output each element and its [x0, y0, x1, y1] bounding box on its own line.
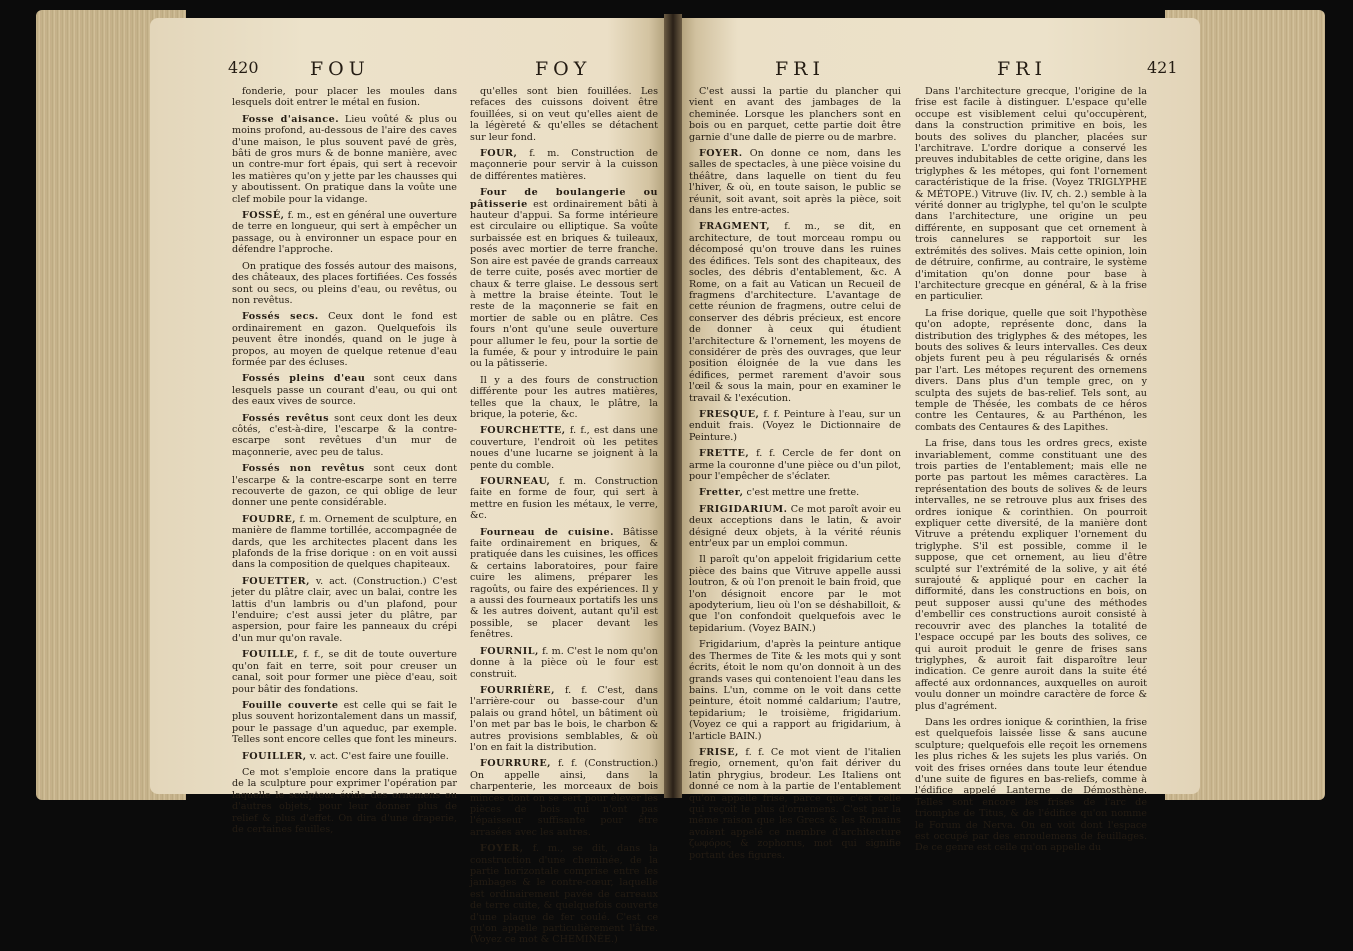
entry-text: Il paroît qu'on appeloit frigidarium cette pièce des bains que Vitruve appelle aussi loutron, & où l'on prenoit le bain froid, que l'on désignoit encore par le mot apodyterium, lieu où l'on se déshabilloit, & que l'on confondoit quelquefois avec le tepidarium. (Voyez BAIN.): [689, 554, 901, 634]
entry-text: f. f. C'est, dans l'arrière-cour ou basse-cour d'un palais ou grand hôtel, un bâtiment où l'on met par bas le bois, le charbon & autres provisions semblables, & où l'on en fait la distribution.: [470, 684, 658, 753]
entry-headword: FOURNEAU,: [480, 476, 551, 487]
article-paragraph: [232, 86, 457, 109]
article-paragraph: [232, 373, 457, 407]
article-paragraph: [232, 649, 457, 695]
entry-text: f. f., se dit de toute ouverture qu'on fait en terre, soit pour creuser un canal, soit pour former une pièce d'eau, soit pour bâtir des fondations.: [232, 649, 457, 695]
article-paragraph: [470, 843, 658, 946]
left-page-number: 420: [228, 58, 259, 77]
article-paragraph: [232, 413, 457, 459]
article-paragraph: [232, 767, 457, 835]
entry-text: f. m. C'est le nom qu'on donne à la pièce où le four est construit.: [470, 645, 658, 680]
entry-text: f. m. Construction faite en forme de four, qui sert à mettre en fusion les métaux, le verre, &c.: [470, 476, 658, 522]
entry-text: f. f. Cercle de fer dont on arme la couronne d'une pièce ou d'un pilot, pour l'empêcher de s'éclater.: [689, 448, 902, 482]
left-header-word-1: FOU: [310, 58, 370, 80]
article-paragraph: [470, 187, 658, 370]
entry-text: f. f. Peinture à l'eau, sur un enduit frais. (Voyez le Dictionnaire de Peinture.): [689, 408, 901, 443]
article-paragraph: [915, 717, 1147, 854]
entry-text: C'est aussi la partie du plancher qui vient en avant des jambages de la cheminée. Lorsque les planchers sont en bois ou en parquet, cette partie doit être garnie d'une dalle de pierre ou de marbre.: [689, 86, 901, 143]
left-page: [150, 18, 670, 946]
entry-text: Dans l'architecture grecque, l'origine de la frise est facile à distinguer. L'espace qu'elle occupe est visiblement celui qu'occupèrent, dans la construction primitive en bois, les bouts des solives du plancher, placées sur l'architrave. L'ordre dorique a conservé les preuves indubitables de cette origine, dans les triglyphes & les métopes, qui font l'ornement caractéristique de la frise. (Voyez TRIGLYPHE & MÉTOPE.) Vitruve (liv. IV, ch. 2.) semble à la vérité donner au triglyphe, tel qu'on le sculpte dans l'architecture, une origine un peu différente, en supposant que cet ornement à trois cannelures se rapportoit sur les extrémités des solives. Mais cette opinion, loin de détruire, confirme, au contraire, le système d'imitation qu'on donne pour base à l'architecture grecque en général, & à la frise en particulier.: [915, 86, 1147, 303]
article-paragraph: [232, 700, 457, 746]
article-paragraph: [232, 463, 457, 509]
entry-text: Bâtisse faite ordinairement en briques, & pratiquée dans les cuisines, les offices & certains laboratoires, pour faire cuire les alimens, préparer les ragoûts, ou faire des expériences. Il y a aussi des fourneaux portatifs les uns & les autres doivent, autant qu'il est possible, se placer devant les fenêtres.: [470, 526, 658, 641]
article-paragraph: [689, 554, 901, 634]
right-header-word-2: FRI: [997, 58, 1047, 80]
article-paragraph: [470, 527, 658, 641]
entry-headword: Fretter,: [699, 487, 744, 499]
article-paragraph: [689, 504, 901, 550]
entry-text: La frise, dans tous les ordres grecs, existe invariablement, comme constituant une des trois parties de l'entablement; mais elle ne porte pas partout les mêmes caractères. La représentation des bouts de solives & de leurs intervalles, ne se retrouve plus aux frises des ordres ionique & corinthien. On pourroit expliquer cette diversité, de la manière dont Vitruve a prétendu expliquer l'ornement du triglyphe. S'il est possible, comme il le suppose, que cet ornement, au lieu d'être sculpté sur l'extrémité de la solive, y ait été surajouté & appliqué pour en cacher la difformité, dans les constructions en bois, on peut supposer aussi qu'une des méthodes d'embellir ces constructions auroit consisté à recouvrir avec des planches la totalité de l'espace occupé par les bouts des solives, ce qui auroit produit le genre de frises sans triglyphes, & auroit fait disparoître leur indication. Ce genre auroit dans la suite été affecté aux ordonnances, auxquelles on auroit voulu donner un moindre caractère de force & plus d'agrément.: [915, 438, 1147, 712]
entry-headword: FRESQUE,: [699, 408, 760, 420]
entry-text: f. m., est en général une ouverture de terre en longueur, qui sert à empêcher un passage, ou à environner un espace pour en défendre l'approche.: [232, 210, 457, 256]
article-paragraph: [689, 487, 901, 498]
article-paragraph: [232, 261, 457, 307]
entry-headword: Fouille couverte: [242, 699, 339, 711]
article-paragraph: [915, 438, 1147, 712]
entry-text: fonderie, pour placer les moules dans lesquels doit entrer le métal en fusion.: [232, 86, 457, 109]
entry-text: f. f., est dans une couverture, l'endroit où les petites noues d'une lucarne se joignent à la pente du comble.: [470, 425, 658, 471]
entry-headword: Four de boulangerie ou pâtisserie: [470, 187, 658, 210]
entry-headword: Fossés revêtus: [242, 412, 330, 424]
article-paragraph: [470, 425, 658, 471]
left-running-header: [150, 58, 670, 88]
article-paragraph: [232, 751, 457, 762]
entry-text: sont ceux dont les deux côtés, c'est-à-dire, l'escarpe & la contre-escarpe sont revêtues d'un mur de maçonnerie, avec peu de talus.: [232, 412, 457, 458]
entry-headword: FOUDRE,: [242, 513, 296, 525]
entry-text: Frigidarium, d'après la peinture antique des Thermes de Tite & les mots qui y sont écrits, étoit le nom qu'on donnoit à un des grands vases qui contenoient l'eau dans les bains. L'un, comme on le voit dans cette peinture, étoit nommé caldarium; l'autre, tepidarium; le troisième, frigidarium. (Voyez ce qui a rapport au frigidarium, à l'article BAIN.): [689, 639, 901, 742]
entry-text: sont ceux dans lesquels passe un courant d'eau, ou qui ont des eaux vives de source.: [232, 373, 457, 408]
entry-text: est ordinairement bâti à hauteur d'appui. Sa forme intérieure est circulaire ou elliptique. Sa voûte surbaissée est en briques & tuileaux, posés avec mortier de terre franche. Son aire est pavée de grands carreaux de terre cuite, posés avec mortier de chaux & terre glaise. Le dessous sert à mettre la braise éteinte. Tout le reste de la maçonnerie se fait en mortier de sable ou en plâtre. Ces fours n'ont qu'une seule ouverture pour allumer le feu, pour la sortie de la fumée, & pour y introduire le pain ou la pâtisserie.: [470, 198, 658, 370]
entry-headword: FRIGIDARIUM.: [699, 503, 788, 515]
left-header-word-2: FOY: [535, 58, 592, 80]
article-paragraph: [689, 86, 901, 143]
article-paragraph: [470, 646, 658, 680]
article-paragraph: [232, 576, 457, 644]
right-page-number: 421: [1147, 58, 1178, 77]
entry-text: f. f. (Construction.) On appelle ainsi, dans la charpenterie, les morceaux de bois minces dont on se sert pour élever les pièces de bois qui n'ont pas l'épaisseur suffisante pour être arrasées avec les autres.: [470, 758, 658, 838]
entry-headword: Fossés non revêtus: [242, 463, 365, 475]
article-paragraph: [470, 86, 658, 143]
right-header-word-1: FRI: [775, 58, 825, 80]
entry-text: On pratique des fossés autour des maisons, des châteaux, des places fortifiées. Ces fossés sont ou secs, ou pleins d'eau, ou revêtus, ou non revêtus.: [232, 260, 457, 306]
article-paragraph: [689, 409, 901, 443]
entry-text: Ce mot paroît avoir eu deux acceptions dans le latin, & avoir désigné deux objets, à la vérité réunis entr'eux par un emploi commun.: [689, 503, 901, 550]
entry-headword: FOUILLE,: [242, 649, 299, 661]
entry-text: c'est mettre une frette.: [746, 487, 860, 499]
entry-headword: FOURRIÈRE,: [480, 684, 555, 696]
entry-headword: FOYER.: [699, 148, 743, 160]
right-page: [675, 18, 1200, 861]
article-paragraph: [689, 448, 901, 482]
entry-text: v. act. C'est faire une fouille.: [309, 750, 449, 762]
entry-headword: Fossés secs.: [242, 311, 319, 323]
article-paragraph: [232, 514, 457, 571]
article-paragraph: [232, 311, 457, 368]
entry-text: Ceux dont le fond est ordinairement en gazon. Quelquefois ils peuvent être inondés, quand on le juge à propos, au moyen de quelque retenue d'eau formée par des écluses.: [232, 311, 458, 368]
entry-text: f. m. Ornement de sculpture, en manière de flamme tortillée, accompagnée de dards, que les architectes placent dans les plafonds de la frise dorique : on en voit aussi dans la composition de quelques chapiteaux.: [232, 513, 457, 571]
article-paragraph: [470, 476, 658, 522]
article-paragraph: [915, 86, 1147, 303]
article-paragraph: [470, 685, 658, 753]
entry-headword: FOURRURE,: [480, 758, 551, 770]
entry-text: v. act. (Construction.) C'est jeter du plâtre clair, avec un balai, contre les lattis d'un lambris ou d'un plafond, pour l'enduire; c'est aussi jeter du plâtre, par aspersion, pour faire les panneaux du crépi d'un mur qu'on ravale.: [232, 575, 457, 644]
entry-text: f. m., se dit, dans la construction d'une cheminée, de la partie horizontale comprise entre les jambages & le contre-cœur, laquelle est ordinairement pavée de carreaux de terre cuite, & quelquefois couverte d'une plaque de fer coulé. C'est ce qu'on appelle particulièrement l'âtre. (Voyez ce mot & CHEMINÉE.): [470, 843, 658, 946]
entry-text: La frise dorique, quelle que soit l'hypothèse qu'on adopte, représente donc, dans la distribution des triglyphes & des métopes, les bouts des solives & leurs intervalles. Ces deux objets furent peu à peu régularisés & ornés par l'art. Les métopes reçurent des ornemens divers. Dans plus d'un temple grec, on y sculpta des sujets de bas-relief. Tels sont, au temple de Thésée, les combats de ce héros contre les Centaures, & au Parthénon, les combats des Centaures & des Lapithes.: [915, 307, 1147, 433]
entry-headword: FOUILLER,: [242, 750, 307, 762]
entry-headword: FOUETTER,: [242, 575, 310, 587]
entry-headword: FOYER,: [480, 843, 524, 855]
entry-headword: Fosse d'aisance.: [242, 113, 340, 125]
entry-headword: FRAGMENT,: [699, 221, 771, 233]
article-paragraph: [470, 148, 658, 182]
article-paragraph: [689, 221, 901, 404]
entry-text: f. f. Ce mot vient de l'italien fregio, ornement, qu'on fait dériver du latin phrygius, brodeur. Les Italiens ont donné ce nom à la partie de l'entablement qu'on appelle frise, parce que c'est celle qui reçoit le plus d'ornemens. C'est par la même raison que les Grecs & les Romains avoient appelé ce membre d'architecture ζωφόρος & zophorus, mot qui signifie portant des figures.: [689, 746, 902, 861]
entry-headword: FOURNIL,: [480, 645, 539, 657]
right-column-2: [915, 86, 1147, 859]
entry-text: Ce mot s'emploie encore dans la pratique de la sculpture pour exprimer l'opération par laquelle le sculpteur évide des ornemens ou d'autres objets, pour leur donner plus de relief & plus d'effet. On dira d'une draperie, de certaines feuilles,: [232, 766, 457, 835]
entry-headword: FRETTE,: [699, 448, 750, 460]
entry-headword: Fourneau de cuisine.: [480, 526, 614, 538]
entry-text: f. m., se dit, en architecture, de tout morceau rompu ou décomposé qu'on trouve dans les ruines des édifices. Tels sont des chapiteaux, des socles, des débris d'entablement, &c. A Rome, on a fait au Vatican un Recueil de fragmens d'architecture. L'avantage de cette réunion de fragmens, outre celui de conserver des débris précieux, est encore de donner à ceux qui étudient l'architecture & l'ornement, les moyens de considérer de près des ouvrages, que leur position éloignée de la vue dans les édifices, permet rarement d'avoir sous l'œil & sous la main, pour en examiner le travail & l'exécution.: [689, 221, 901, 404]
entry-headword: FOURCHETTE,: [480, 425, 566, 437]
article-paragraph: [470, 758, 658, 838]
right-column-1: [689, 86, 901, 866]
left-column-1: [232, 86, 457, 840]
entry-text: est celle qui se fait le plus souvent horizontalement dans un massif, pour le passage d'un aqueduc, par exemple. Telles sont encore celles que font les mineurs.: [232, 699, 457, 746]
left-column-2: [470, 86, 658, 951]
book-gutter: [664, 14, 682, 798]
entry-headword: FRISE,: [699, 746, 739, 758]
right-running-header: [675, 58, 1200, 88]
entry-text: f. m. Construction de maçonnerie pour servir à la cuisson de différentes matières.: [470, 148, 658, 182]
entry-text: Il y a des fours de construction différente pour les autres matières, telles que la chaux, le plâtre, la brique, la poterie, &c.: [470, 374, 658, 420]
entry-headword: FOSSÉ,: [242, 210, 285, 222]
article-paragraph: [232, 210, 457, 256]
entry-text: Dans les ordres ionique & corinthien, la frise est quelquefois laissée lisse & sans aucune sculpture; quelquefois elle reçoit les ornemens les plus riches & les sujets les plus variés. On voit des frises ornées dans toute leur étendue d'une suite de figures en bas-reliefs, comme à l'édifice appelé Lanterne de Démosthène. Telles sont encore les frises de l'arc de triomphe de Titus, & de l'édifice qu'on nomme le Forum de Nerva. On en voit dont l'espace est occupé par des enroulemens de feuillages. De ce genre est celle qu'on appelle du: [915, 716, 1147, 854]
article-paragraph: [689, 747, 901, 861]
article-paragraph: [232, 114, 457, 205]
entry-text: On donne ce nom, dans les salles de spectacles, à une pièce voisine du théâtre, dans laquelle on tient du feu l'hiver, & où, en toute saison, le public se réunit, soit avant, soit après la pièce, soit dans les entre-actes.: [689, 148, 901, 217]
entry-text: qu'elles sont bien fouillées. Les refaces des cuissons doivent être fouillées, si on veut qu'elles aient de la légèreté & qu'elles se détachent sur leur fond.: [470, 86, 658, 143]
entry-text: Lieu voûté & plus ou moins profond, au-dessous de l'aire des caves d'une maison, le plus souvent pavé de grès, bâti de gros murs & de bonne manière, avec un contre-mur fort épais, qui sert à recevoir les matières qu'on y jette par les chausses qui y aboutissent. On pratique dans la voûte une clef mobile pour la vidange.: [232, 113, 457, 205]
article-paragraph: [915, 308, 1147, 433]
entry-headword: FOUR,: [480, 148, 518, 160]
article-paragraph: [689, 639, 901, 742]
article-paragraph: [689, 148, 901, 216]
entry-text: sont ceux dont l'escarpe & la contre-escarpe sont en terre recouverte de gazon, ce qui oblige de leur donner une pente considérable.: [232, 463, 457, 509]
article-paragraph: [470, 375, 658, 421]
entry-headword: Fossés pleins d'eau: [242, 373, 366, 385]
